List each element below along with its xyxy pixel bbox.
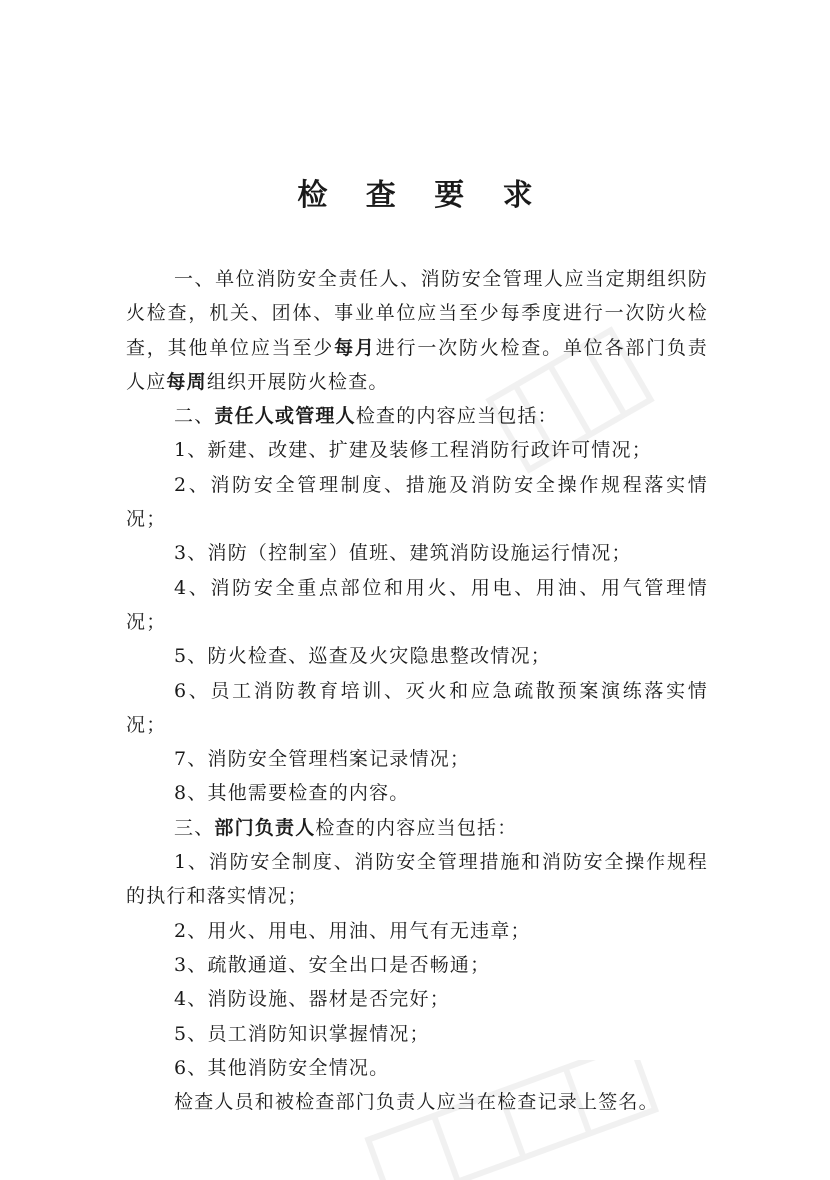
paragraph-text: 6、员工消防教育培训、灭火和应急疏散预案演练落实情况；: [126, 679, 708, 736]
paragraph-text: 1、新建、改建、扩建及装修工程消防行政许可情况；: [174, 439, 652, 462]
paragraph-text: 3、疏散通道、安全出口是否畅通；: [174, 953, 491, 976]
paragraph-text: 5、防火检查、巡查及火灾隐患整改情况；: [174, 645, 551, 668]
paragraph: [126, 1017, 708, 1051]
paragraph: [126, 914, 708, 948]
paragraph-text: 6、其他消防安全情况。: [174, 1056, 390, 1079]
document-body: [126, 262, 708, 1119]
paragraph: [126, 639, 708, 673]
paragraph: [126, 811, 708, 845]
paragraph-text: 一、单位消防安全责任人、消防安全管理人应当定期组织防火检查，机关、团体、事业单位应当至少每季度进行一次防火检查，其他单位应当至少: [126, 268, 708, 359]
paragraph: [126, 433, 708, 467]
paragraph: [126, 571, 708, 640]
paragraph: [126, 1051, 708, 1085]
paragraph-text: 1、消防安全制度、消防安全管理措施和消防安全操作规程的执行和落实情况；: [126, 851, 708, 908]
bold-text: 责任人或管理人: [214, 405, 356, 428]
paragraph: [126, 845, 708, 914]
paragraph-text: 5、员工消防知识掌握情况；: [174, 1022, 430, 1045]
paragraph: [126, 536, 708, 570]
paragraph-text: 8、其他需要检查的内容。: [174, 782, 410, 805]
paragraph-text: 进行一次防火检查。单位各部门负责人应: [126, 336, 709, 393]
bold-text: 每月: [334, 336, 376, 359]
paragraph-text: 3、消防（控制室）值班、建筑消防设施运行情况；: [174, 542, 632, 565]
paragraph: [126, 948, 708, 982]
bold-text: 每周: [166, 370, 207, 393]
paragraph-text: 4、消防安全重点部位和用火、用电、用油、用气管理情况；: [126, 576, 708, 633]
paragraph-text: 组织开展防火检查。: [206, 370, 389, 393]
paragraph-text: 7、消防安全管理档案记录情况；: [174, 748, 471, 771]
paragraph-text: 4、消防设施、器材是否完好；: [174, 988, 450, 1011]
paragraph-text: 三、: [174, 816, 215, 839]
page-title: 检 查 要 求: [297, 178, 547, 213]
paragraph-text: 检查的内容应当包括：: [355, 405, 558, 428]
paragraph: [126, 468, 708, 537]
paragraph: [126, 262, 708, 399]
paragraph-text: 二、: [174, 405, 215, 428]
paragraph: [126, 1085, 708, 1119]
paragraph: [126, 776, 708, 810]
bold-text: 部门负责人: [214, 816, 316, 839]
paragraph: [126, 982, 708, 1016]
paragraph-text: 2、用火、用电、用油、用气有无违章；: [174, 919, 531, 942]
paragraph-text: 检查人员和被检查部门负责人应当在检查记录上签名。: [174, 1091, 659, 1114]
paragraph-text: 2、消防安全管理制度、措施及消防安全操作规程落实情况；: [126, 473, 708, 531]
paragraph: [126, 674, 708, 743]
paragraph-text: 检查的内容应当包括：: [315, 816, 518, 839]
paragraph: [126, 742, 708, 776]
paragraph: [126, 399, 708, 433]
